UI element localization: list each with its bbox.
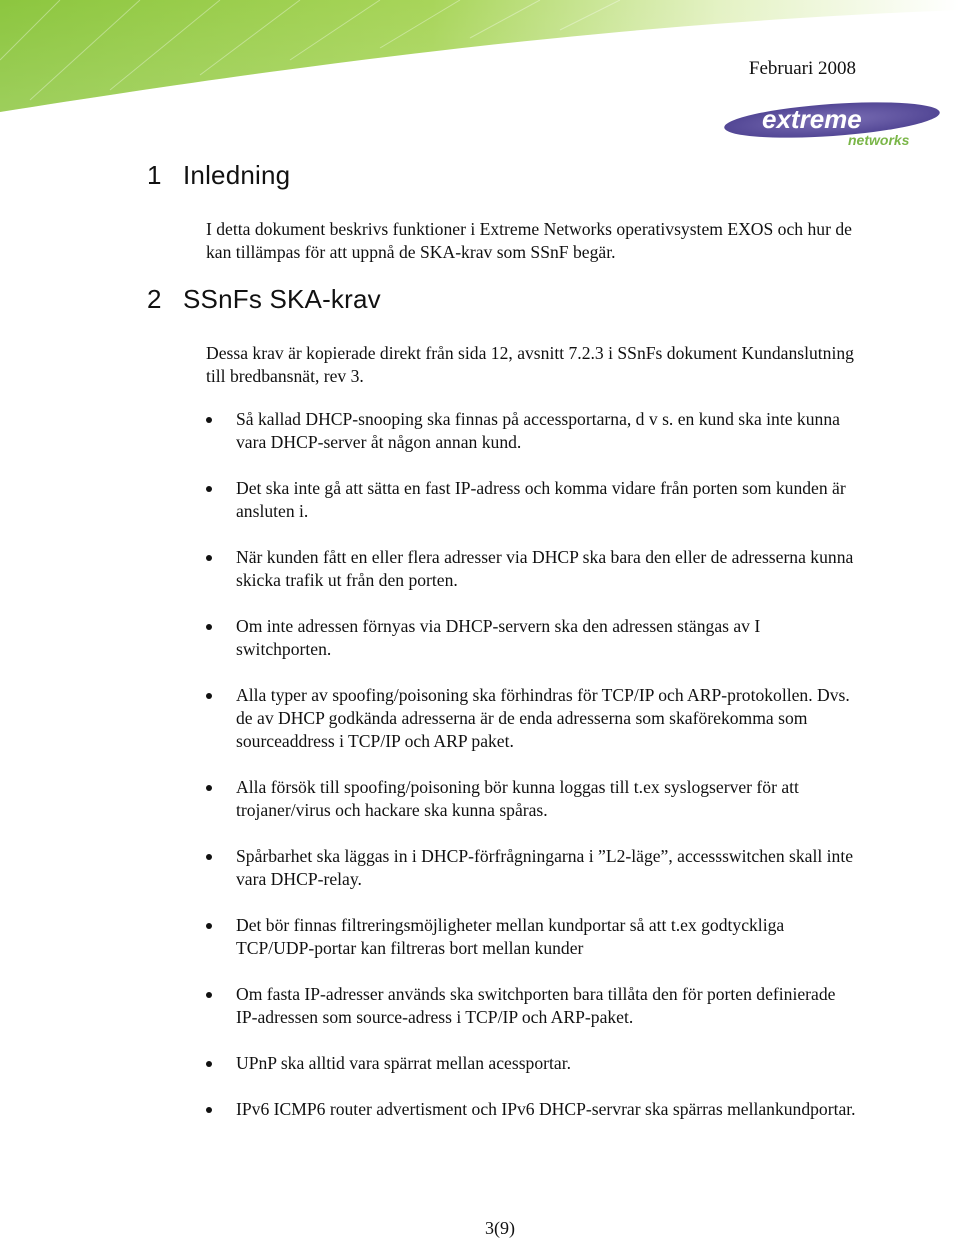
bullet-icon — [206, 923, 212, 929]
bullet-icon — [206, 1061, 212, 1067]
section-1-title: Inledning — [183, 160, 291, 190]
page-number: 3(9) — [485, 1218, 515, 1238]
section-2-title: SSnFs SKA-krav — [183, 284, 381, 314]
list-item: UPnP ska alltid vara spärrat mellan acessportar. — [206, 1052, 856, 1075]
extreme-networks-logo — [720, 95, 960, 155]
list-item: IPv6 ICMP6 router advertisment och IPv6 DHCP-servrar ska spärras mellankundportar. — [206, 1098, 856, 1121]
bullet-icon — [206, 693, 212, 699]
list-item: Alla försök till spoofing/poisoning bör kunna loggas till t.ex syslogserver för att trojaner/virus och hackare ska kunna spåras. — [206, 776, 856, 822]
list-item: Om fasta IP-adresser används ska switchporten bara tillåta den för porten definierade IP-adressen som source-adress i TCP/IP och ARP-paket. — [206, 983, 856, 1029]
list-item: Det bör finnas filtreringsmöjligheter mellan kundportar så att t.ex godtyckliga TCP/UDP-portar kan filtreras bort mellan kunder — [206, 914, 856, 960]
bullet-icon — [206, 486, 212, 492]
bullet-icon — [206, 992, 212, 998]
list-item: Alla typer av spoofing/poisoning ska förhindras för TCP/IP och ARP-protokollen. Dvs. de av DHCP godkända adresserna är de enda adresserna som skaförekomma som sourceaddress i TCP/IP och ARP paket. — [206, 684, 856, 753]
document-date: Februari 2008 — [748, 58, 856, 79]
list-item: Så kallad DHCP-snooping ska finnas på accessportarna, d v s. en kund ska inte kunna vara DHCP-server åt någon annan kund. — [206, 408, 856, 454]
section-1-heading — [147, 160, 290, 191]
section-2-number: 2 — [147, 284, 162, 314]
logo-wordmark: extreme — [762, 104, 862, 134]
bullet-icon — [206, 854, 212, 860]
section-1-number: 1 — [147, 160, 162, 190]
list-item: Om inte adressen förnyas via DHCP-servern ska den adressen stängas av I switchporten. — [206, 615, 856, 661]
list-item: Det ska inte gå att sätta en fast IP-adress och komma vidare från porten som kunden är ansluten i. — [206, 477, 856, 523]
bullet-icon — [206, 417, 212, 423]
requirements-list — [206, 408, 856, 1144]
bullet-icon — [206, 624, 212, 630]
section-2-paragraph: Dessa krav är kopierade direkt från sida 12, avsnitt 7.2.3 i SSnFs dokument Kundanslutning till bredbansnät, rev 3. — [206, 343, 854, 386]
list-item: Spårbarhet ska läggas in i DHCP-förfrågningarna i ”L2-läge”, accessswitchen skall inte vara DHCP-relay. — [206, 845, 856, 891]
section-1-paragraph: I detta dokument beskrivs funktioner i Extreme Networks operativsystem EXOS och hur de kan tillämpas för att uppnå de SKA-krav som SSnF begär. — [206, 219, 852, 262]
bullet-icon — [206, 1107, 212, 1113]
section-2-heading — [147, 284, 381, 315]
bullet-icon — [206, 785, 212, 791]
logo-subtext: networks — [848, 132, 910, 148]
bullet-icon — [206, 555, 212, 561]
list-item: När kunden fått en eller flera adresser via DHCP ska bara den eller de adresserna kunna skicka trafik ut från den porten. — [206, 546, 856, 592]
